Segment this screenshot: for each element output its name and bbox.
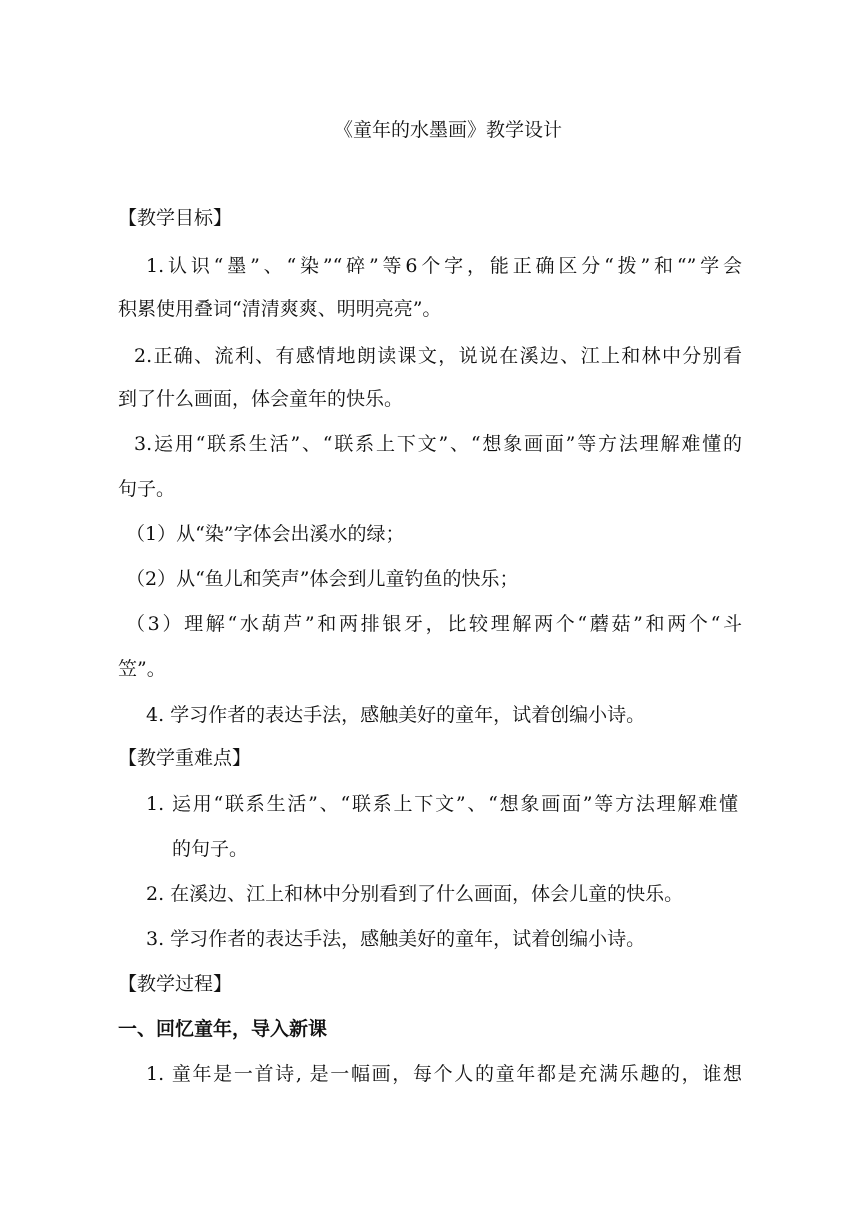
key-1-line-1: 1. 运用“联系生活”、“联系上下文”、“想象画面”等方法理解难懂 bbox=[146, 793, 738, 815]
goals-heading: 【教学目标】 bbox=[118, 207, 233, 229]
goal-1-line-1: 1.认识“墨”、“染”“碎”等6个字，能正确区分“拨”和“”学会 bbox=[146, 255, 742, 277]
goal-2-line-2: 到了什么画面，体会童年的快乐。 bbox=[118, 388, 404, 410]
key-1-line-2: 的句子。 bbox=[172, 838, 249, 860]
goal-3-sub-2: （2）从“鱼儿和笑声”体会到儿童钓鱼的快乐； bbox=[126, 568, 519, 590]
key-3: 3. 学习作者的表达手法，感触美好的童年，试着创编小诗。 bbox=[146, 928, 646, 950]
process-heading: 【教学过程】 bbox=[118, 973, 233, 995]
goal-4: 4. 学习作者的表达手法，感触美好的童年，试着创编小诗。 bbox=[146, 704, 646, 726]
goal-3-line-2: 句子。 bbox=[118, 478, 176, 500]
goal-3-sub-3-line-2: 笠”。 bbox=[118, 658, 166, 680]
goal-2-line-1: 2.正确、流利、有感情地朗读课文，说说在溪边、江上和林中分别看 bbox=[134, 345, 742, 367]
goal-3-sub-1: （1）从“染”字体会出溪水的绿； bbox=[126, 523, 405, 545]
key-2: 2. 在溪边、江上和林中分别看到了什么画面，体会儿童的快乐。 bbox=[146, 883, 684, 905]
document-title: 《童年的水墨画》教学设计 bbox=[334, 119, 563, 141]
goal-3-line-1: 3.运用“联系生活”、“联系上下文”、“想象画面”等方法理解难懂的 bbox=[134, 433, 742, 455]
part-1-item-1: 1. 童年是一首诗, 是一幅画，每个人的童年都是充满乐趣的，谁想 bbox=[146, 1063, 742, 1085]
goal-3-sub-3-line-1: （3）理解“水葫芦”和两排银牙，比较理解两个“蘑菇”和两个“斗 bbox=[126, 613, 742, 635]
part-1-heading: 一、回忆童年，导入新课 bbox=[118, 1018, 328, 1040]
key-points-heading: 【教学重难点】 bbox=[118, 747, 252, 769]
goal-1-line-2: 积累使用叠词“清清爽爽、明明亮亮”。 bbox=[118, 298, 442, 320]
